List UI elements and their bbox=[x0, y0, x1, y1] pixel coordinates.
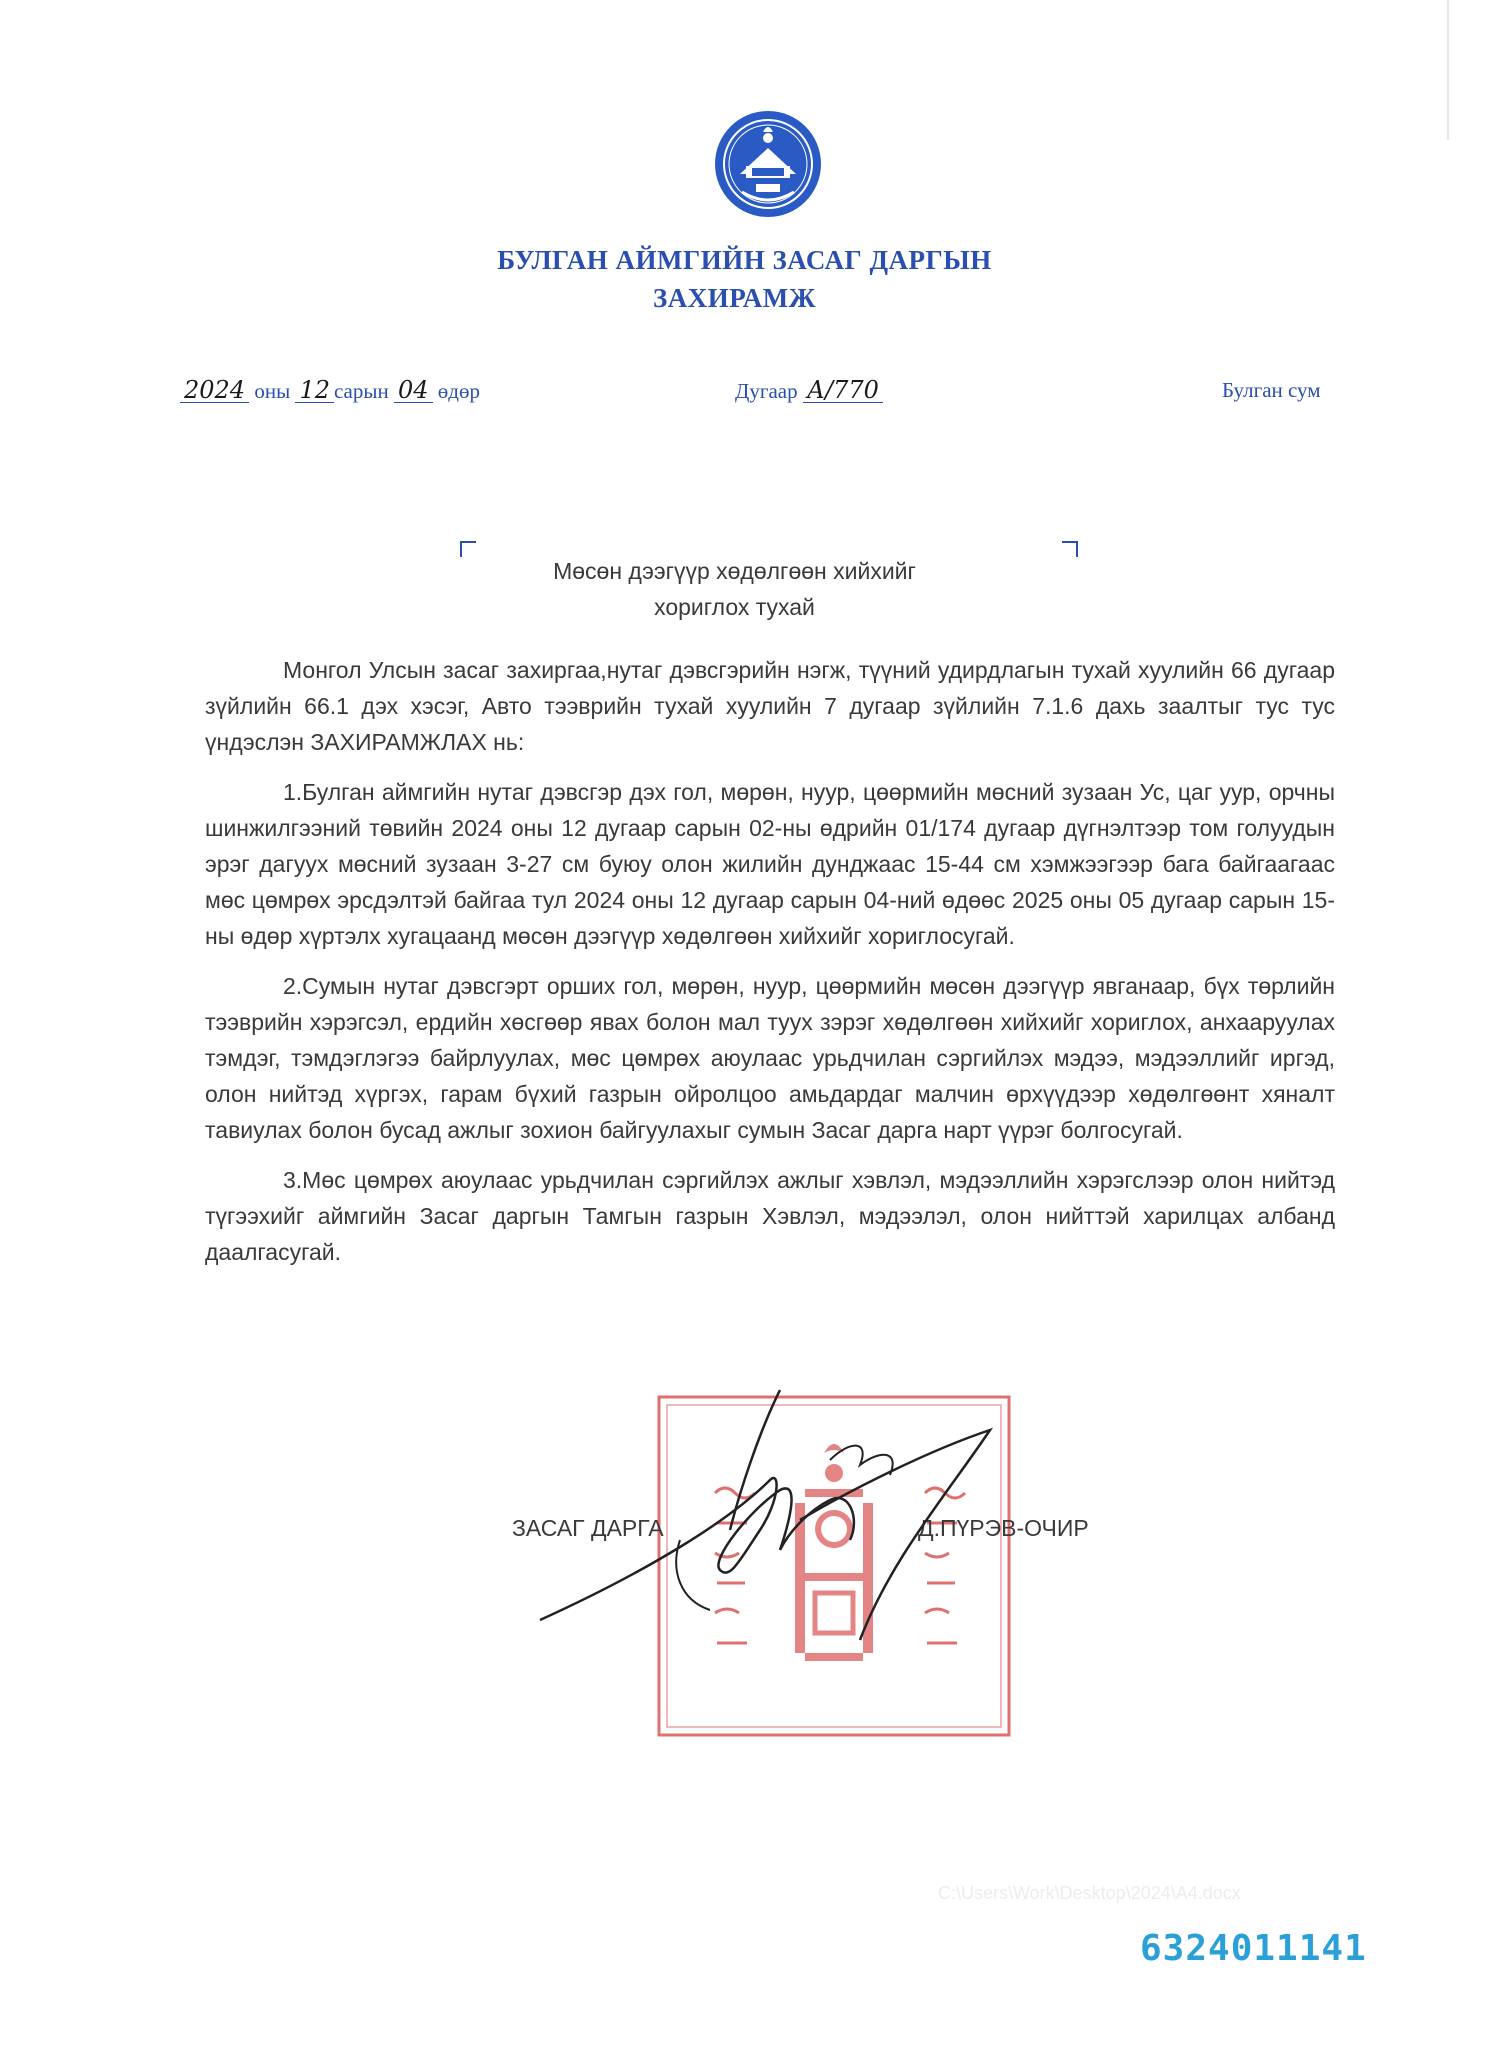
document-date bbox=[180, 378, 480, 404]
order-item-1: 1.Булган аймгийн нутаг дэвсгэр дэх гол, мөрөн, нуур, цөөрмийн мөсний зузаан Ус, цаг уур, орчны шинжилгээний төвийн 2024 оны 12 дугаар сарын 02-ны өдрийн 01/174 дугаар дүгнэлтээр том голуудын эрэг дагуух мөсний зузаан 3-27 см буюу олон жилийн дунджаас 15-44 см хэмжээгээр бага байгаагаас мөс цөмрөх эрсдэлтэй байгаа тул 2024 оны 12 дугаар сарын 04-ний өдөөс 2025 оны 05 дугаар сарын 15-ны өдөр хүртэлх хугацаанд мөсөн дээгүүр хөдөлгөөн хийхийг хориглосугай. bbox=[205, 779, 1335, 949]
signatory-name: Д.ПҮРЭВ-ОЧИР bbox=[918, 1515, 1089, 1541]
document-number bbox=[735, 378, 883, 404]
date-year: 2024 bbox=[180, 378, 249, 403]
preamble-paragraph: Монгол Улсын засаг захиргаа,нутаг дэвсгэрийн нэгж, түүний удирдлагын тухай хуулийн 66 дугаар зүйлийн 66.1 дэх хэсэг, Авто тээврийн тухай хуулийн 7 дугаар зүйлийн 7.1.6 дахь заалтыг тус тус үндэслэн ЗАХИРАМЖЛАХ нь: bbox=[205, 657, 1335, 755]
scan-edge bbox=[1447, 0, 1449, 140]
subject-corner-right bbox=[1062, 541, 1078, 557]
subject-line-1: Мөсөн дээгүүр хөдөлгөөн хийхийг bbox=[553, 558, 916, 584]
date-month: 12 bbox=[295, 378, 334, 403]
document-type: ЗАХИРАМЖ bbox=[653, 283, 816, 313]
subject-line-2: хориглох тухай bbox=[654, 594, 815, 620]
order-item-3: 3.Мөс цөмрөх аюулаас урьдчилан сэргийлэх ажлыг хэвлэл, мэдээллийн хэрэгслээр олон нийтэд түгээхийг аймгийн Засаг даргын Тамгын газрын Хэвлэл, мэдээлэл, олон нийттэй харилцах албанд даалгасугай. bbox=[205, 1167, 1335, 1265]
month-suffix: сарын bbox=[333, 379, 389, 403]
serial-number: 6324011141 bbox=[1140, 1928, 1367, 1969]
year-suffix: оны bbox=[254, 379, 291, 403]
document-body bbox=[205, 652, 1335, 1284]
state-emblem-icon bbox=[712, 108, 824, 220]
signatory-title: ЗАСАГ ДАРГА bbox=[512, 1515, 664, 1541]
subject-corner-left bbox=[460, 541, 476, 557]
handwritten-signature bbox=[530, 1370, 1020, 1650]
number-value: А/770 bbox=[803, 378, 883, 403]
order-item-2: 2.Сумын нутаг дэвсгэрт орших гол, мөрөн, нуур, цөөрмийн мөсөн дээгүүр явганаар, бүх төрлийн тээврийн хэрэгсэл, ердийн хөсгөөр явах болон мал туух зэрэг хөдөлгөөн хийхийг хориглох, анхааруулах тэмдэг, тэмдэглэгээ байрлуулах, мөс цөмрөх аюулаас урьдчилан сэргийлэх мэдээ, мэдээллийг иргэд, олон нийтэд хүргэх, гарам бүхий газрын ойролцоо амьдардаг малчин өрхүүдээр хөдөлгөөнт хяналт тавиулах болон бусад ажлыг зохион байгуулахыг сумын Засаг дарга нарт үүрэг болгосугай. bbox=[205, 973, 1335, 1143]
number-label: Дугаар bbox=[735, 379, 798, 403]
date-day: 04 bbox=[394, 378, 433, 403]
organization-name: БУЛГАН АЙМГИЙН ЗАСАГ ДАРГЫН bbox=[497, 245, 992, 275]
document-place: Булган сум bbox=[1222, 378, 1321, 402]
file-path-watermark: C:\Users\Work\Desktop\2024\A4.docx bbox=[938, 1883, 1241, 1903]
day-suffix: өдөр bbox=[437, 379, 480, 403]
